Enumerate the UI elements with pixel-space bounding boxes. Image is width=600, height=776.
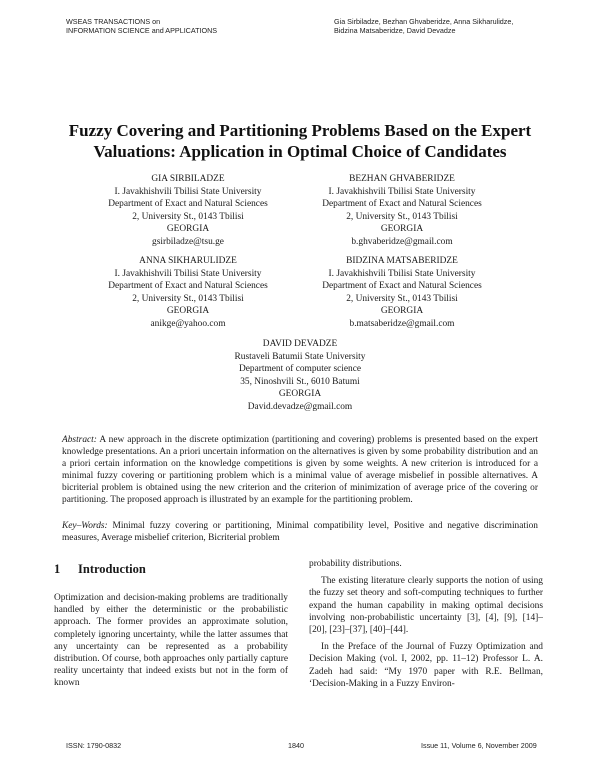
running-header-journal (66, 17, 217, 35)
author-email: b.matsaberidze@gmail.com (349, 318, 455, 329)
body-column-left (54, 592, 288, 690)
author-affiliation: I. Javakhishvili Tbilisi State University (328, 186, 476, 197)
author-block (302, 255, 502, 330)
paragraph: Optimization and decision-making problems are traditionally handled by either the deterministic or the probabilistic approach. The former provides an approximate solution, completely ignoring uncertainty, while the latter assumes that any uncertainty can be represented as a probability distribution. Of course, both approaches only partially capture reality uncertainty that indeed exists but not in the form of known (54, 593, 288, 689)
author-name: BIDZINA MATSABERIDZE (346, 256, 458, 266)
author-address: 2, University St., 0143 Tbilisi (132, 211, 244, 222)
header-authors-line2: Bidzina Matsaberidze, David Devadze (334, 26, 456, 35)
abstract-label: Abstract: (62, 435, 97, 445)
footer-page-number: 1840 (288, 741, 304, 750)
body-column-right (309, 558, 543, 690)
author-block (302, 173, 502, 248)
title-line2: Valuations: Application in Optimal Choice of Candidates (93, 142, 507, 161)
author-email: anikge@yahoo.com (150, 318, 226, 329)
section-heading (54, 562, 146, 577)
author-address: 35, Ninoshvili St., 6010 Batumi (240, 376, 360, 387)
paragraph: The existing literature clearly supports the notion of using the fuzzy set theory and soft-computing techniques to further expand the human capability in making optimal decisions involving non-probabilistic uncertainty [3], [4], [9], [14]–[20], [23]–[37], [40]–[44]. (309, 576, 543, 636)
author-email: b.ghvaberidze@gmail.com (351, 236, 453, 247)
author-country: GEORGIA (166, 306, 210, 316)
paragraph: probability distributions. (309, 559, 402, 569)
section-title: Introduction (78, 562, 146, 576)
title-line1: Fuzzy Covering and Partitioning Problems Based on the Expert (68, 121, 532, 140)
author-country: GEORGIA (278, 389, 322, 399)
keywords-text: Minimal fuzzy covering or partitioning, Minimal compatibility level, Positive and negative discrimination measures, Average misbelief criterion, Bicriterial problem (62, 521, 538, 543)
author-email: gsirbiladze@tsu.ge (152, 236, 224, 247)
author-department: Department of Exact and Natural Sciences (322, 199, 482, 209)
paper-title (40, 120, 560, 162)
author-country: GEORGIA (380, 306, 424, 316)
author-country: GEORGIA (380, 224, 424, 234)
section-number: 1 (54, 562, 61, 576)
author-email: David.devadze@gmail.com (247, 401, 353, 412)
author-affiliation: I. Javakhishvili Tbilisi State University (114, 268, 262, 279)
keywords-label: Key–Words: (62, 521, 108, 531)
author-department: Department of computer science (238, 364, 362, 374)
author-affiliation: I. Javakhishvili Tbilisi State University (328, 268, 476, 279)
header-authors-line1: Gia Sirbiladze, Bezhan Ghvaberidze, Anna Sikharulidze, (334, 17, 514, 26)
footer-issue: Issue 11, Volume 6, November 2009 (421, 741, 537, 750)
footer-issn: ISSN: 1790-0832 (66, 741, 122, 750)
author-block (88, 255, 288, 330)
journal-name-line2: INFORMATION SCIENCE and APPLICATIONS (66, 26, 218, 35)
author-affiliation: I. Javakhishvili Tbilisi State University (114, 186, 262, 197)
author-name: ANNA SIKHARULIDZE (139, 256, 237, 266)
running-header-authors (334, 17, 513, 35)
abstract-text: A new approach in the discrete optimization (partitioning and covering) problems is presented based on the expert knowledge presentations. An a priori uncertain information on the alternatives is given by some probability distribution and an a priori certain information on the knowledge competitions is given by some weights. A new criterion is introduced for a minimal fuzzy covering or partitioning problem which is a minimal value of average misbelief in possible alternatives. A bicriterial problem is obtained using the new criterion and the criterion of minimization of average price of the covering or partitioning. The proposed approach is illustrated by an example for the partitioning problem. (62, 435, 539, 505)
author-country: GEORGIA (166, 224, 210, 234)
author-address: 2, University St., 0143 Tbilisi (132, 293, 244, 304)
author-name: DAVID DEVADZE (262, 339, 338, 349)
author-block (200, 338, 400, 413)
author-department: Department of Exact and Natural Sciences (108, 199, 268, 209)
author-affiliation: Rustaveli Batumii State University (234, 351, 366, 362)
keywords (62, 520, 538, 544)
author-address: 2, University St., 0143 Tbilisi (346, 293, 458, 304)
author-department: Department of Exact and Natural Sciences (108, 281, 268, 291)
author-name: BEZHAN GHVABERIDZE (349, 174, 455, 184)
abstract (62, 434, 538, 506)
author-address: 2, University St., 0143 Tbilisi (346, 211, 458, 222)
author-block (88, 173, 288, 248)
journal-name-line1: WSEAS TRANSACTIONS on (66, 17, 161, 26)
paragraph: In the Preface of the Journal of Fuzzy Optimization and Decision Making (vol. I, 2002, pp. 11–12) Professor L. A. Zadeh had said: “My 1970 paper with R.E. Bellman, ‘Decision-Making in a Fuzzy Environ- (309, 642, 543, 689)
author-name: GIA SIRBILADZE (151, 174, 225, 184)
author-department: Department of Exact and Natural Sciences (322, 281, 482, 291)
